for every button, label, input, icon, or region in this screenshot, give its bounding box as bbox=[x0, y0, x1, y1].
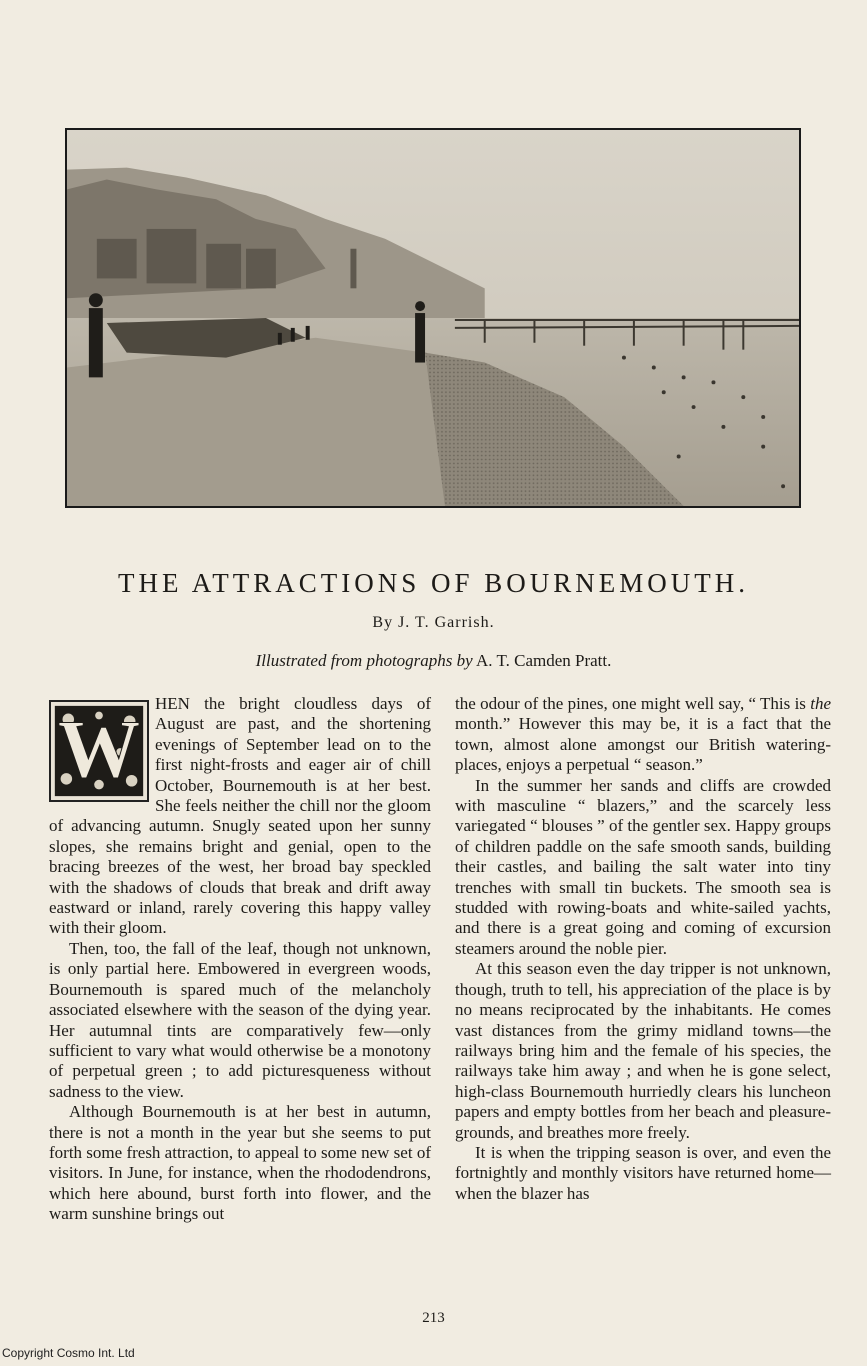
right-paragraph-1-start: the odour of the pines, one might well say, “ This is bbox=[455, 694, 811, 713]
right-paragraph-3: At this season even the day tripper is not unknown, though, truth to tell, his appreciation of the place is by no means reciprocated by the inhabitants. He comes vast distances from the grimy midland towns—the railways bring him and the female of his species, the railways take him away ; and when he is gone select, high-class Bournemouth hurriedly clears his luncheon papers and empty bottles from her beach and pleasure-grounds, and breathes more freely. bbox=[455, 959, 831, 1142]
left-paragraph-2: Then, too, the fall of the leaf, though not unknown, is only partial here. Embowered in evergreen woods, Bournemouth is spared much of the melancholy associated elsewhere with the season of the dying year. Her autumnal tints are comparatively few—only sufficient to vary what would otherwise be a monotony of perpetual green ; to add picturesqueness without sadness to the view. bbox=[49, 938, 431, 1101]
illustration-credit-prefix: Illustrated from photographs bbox=[255, 651, 453, 670]
right-paragraph-1-emphasis: the bbox=[810, 694, 831, 713]
dropcap-letter: W bbox=[57, 702, 141, 795]
article-title: THE ATTRACTIONS OF BOURNEMOUTH. bbox=[117, 568, 749, 598]
article-byline: By J. T. Garrish. bbox=[372, 614, 495, 631]
right-paragraph-4: It is when the tripping season is over, and even the fortnightly and monthly visitors have returned home—when the blazer has bbox=[455, 1142, 831, 1203]
left-column bbox=[49, 694, 431, 1225]
floral-dropcap-icon bbox=[51, 702, 147, 800]
left-paragraph-1: HEN the bright cloudless days of August are past, and the shortening evenings of September lead on to the first night-frosts and eager air of chill October, Bournemouth is at her best. She feels neither the chill nor the gloom of advancing autumn. Snugly seated upon her sunny slopes, she remains bright and genial, open to the bracing breezes of the west, her broad bay speckled with the shadows of clouds that break and drift away eastward or inland, rarely covering this happy valley with their gloom. bbox=[49, 694, 431, 938]
photograph-illustration bbox=[67, 130, 799, 506]
illustrator-name: A. T. Camden Pratt. bbox=[476, 651, 612, 670]
right-paragraph-2: In the summer her sands and cliffs are crowded with masculine “ blazers,” and the scarcely less variegated “ blouses ” of the gentler sex. Happy groups of children paddle on the safe smooth sands, building their castles, and bailing the salt water into tiny trenches with small tin buckets. The smooth sea is studded with rowing-boats and white-sailed yachts, and there is a great going and coming of excursion steamers around the noble pier. bbox=[455, 775, 831, 958]
illustration-credit bbox=[0, 651, 867, 671]
right-paragraph-1 bbox=[455, 694, 831, 776]
right-paragraph-1-end: month.” However this may be, it is a fact that the town, almost alone amongst our British watering-places, enjoys a perpetual “ season.” bbox=[455, 714, 831, 775]
ornamental-dropcap bbox=[49, 700, 149, 802]
copyright-notice: Copyright Cosmo Int. Ltd bbox=[2, 1346, 135, 1360]
illustration-credit-by: by bbox=[456, 651, 473, 670]
right-column bbox=[455, 694, 831, 1204]
left-paragraph-3: Although Bournemouth is at her best in autumn, there is not a month in the year but she seems to put forth some fresh attraction, to appeal to some new set of visitors. In June, for instance, when the rhododendrons, which here abound, burst forth into flower, and the warm sunshine brings out bbox=[49, 1102, 431, 1224]
page-number: 213 bbox=[422, 1310, 445, 1326]
cliff-promenade-photograph bbox=[65, 128, 801, 508]
